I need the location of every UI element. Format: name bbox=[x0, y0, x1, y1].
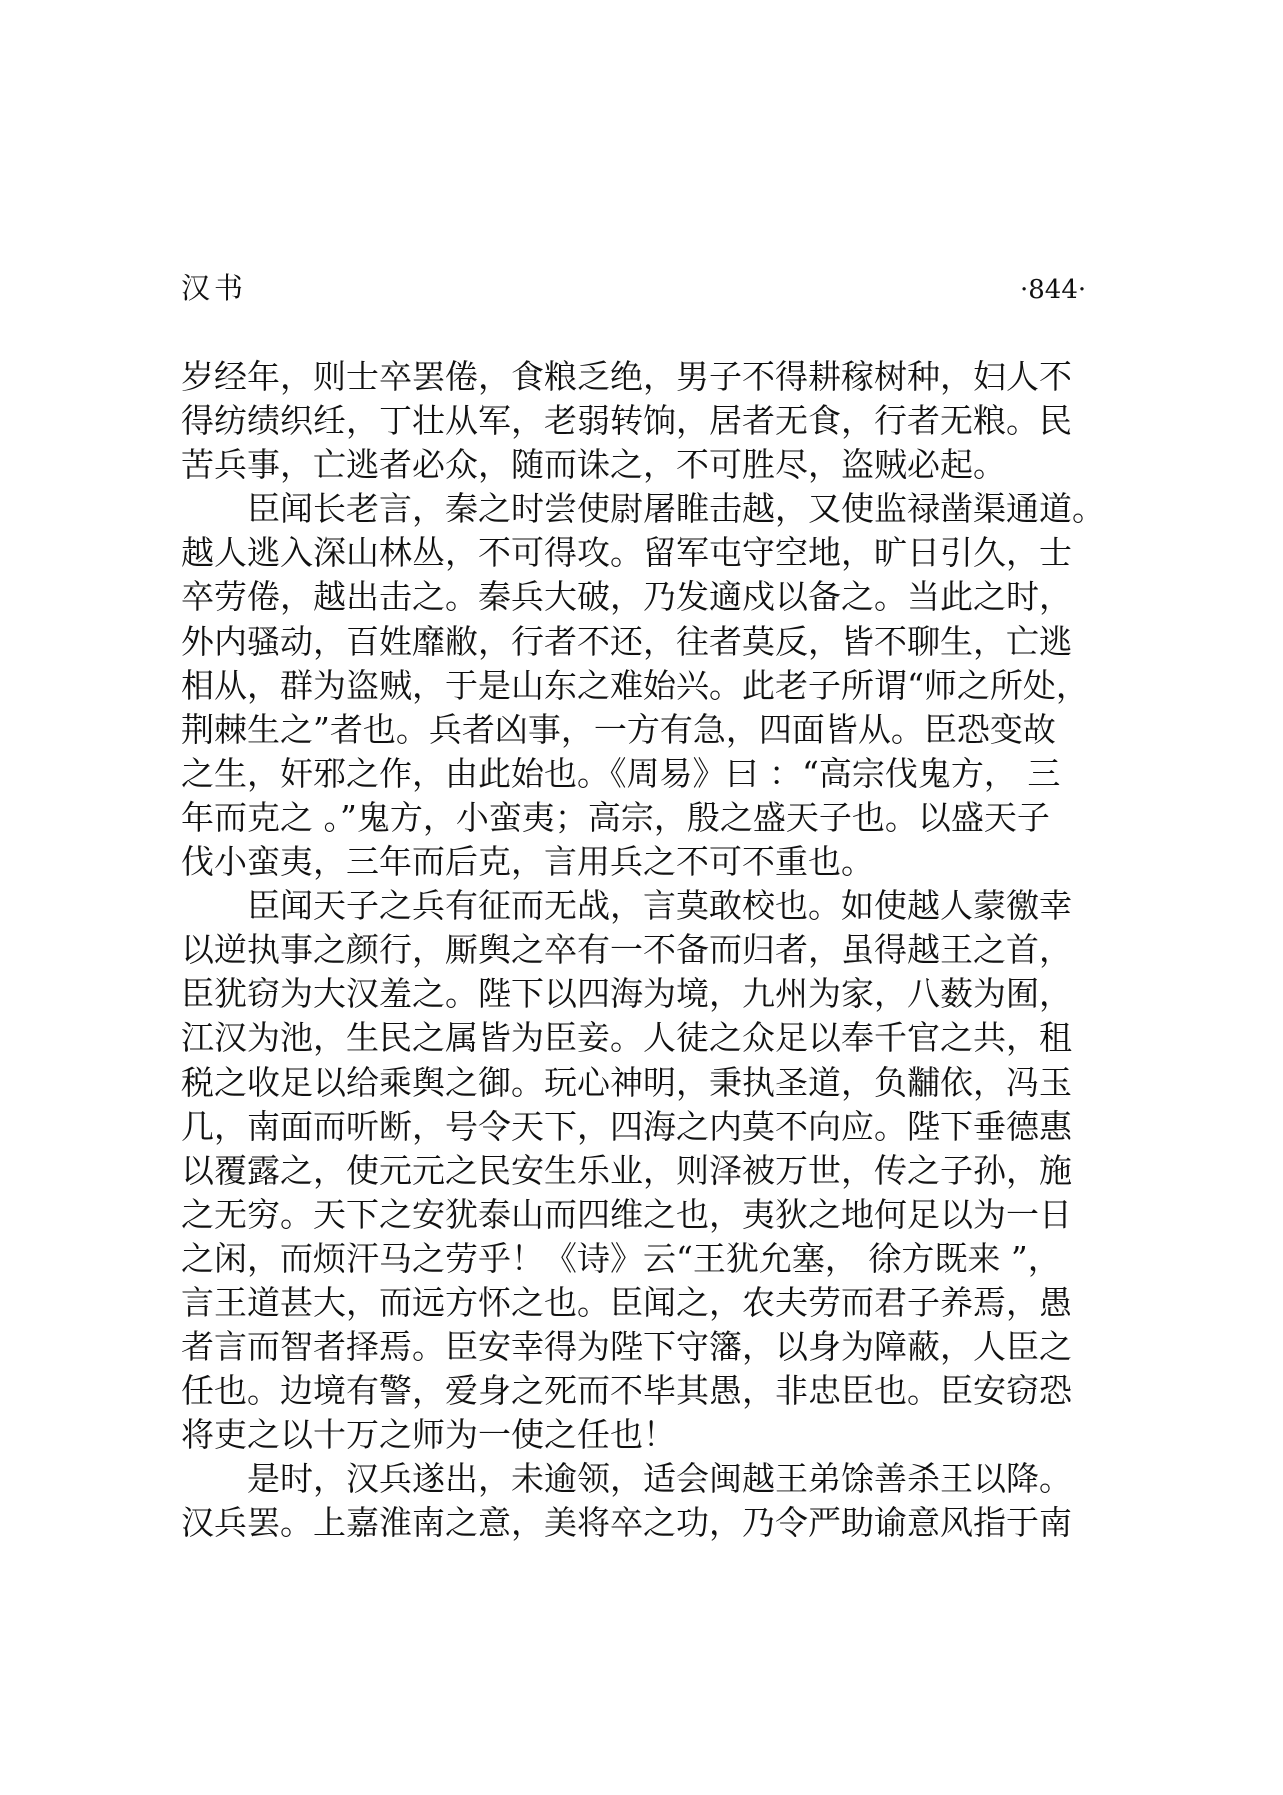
text-line: 江汉为池，生民之属皆为臣妾。人徒之众足以奉千官之共，租 bbox=[181, 1018, 1072, 1058]
paragraph-start-line: 是时，汉兵遂出，未逾领，适会闽越王弟馀善杀王以降。 bbox=[247, 1459, 1072, 1499]
text-line: 以覆露之，使元元之民安生乐业，则泽被万世，传之子孙，施 bbox=[181, 1150, 1072, 1190]
text-line: 岁经年，则士卒罢倦，食粮乏绝，男子不得耕稼树种，妇人不 bbox=[181, 357, 1072, 396]
text-line: 汉兵罢。上嘉淮南之意，美将卒之功，乃令严助谕意风指于南 bbox=[181, 1503, 1072, 1543]
text-line: 越人逃入深山林丛，不可得攻。留军屯守空地，旷日引久，士 bbox=[181, 533, 1072, 573]
text-line: 得纺绩织纴，丁壮从军，老弱转饷，居者无食，行者无粮。民 bbox=[181, 401, 1072, 441]
text-line: 之生，奸邪之作，由此始也。《周易》曰 ：“高宗伐鬼方， 三 bbox=[181, 753, 1061, 793]
paragraph-start-line: 臣闻长老言，秦之时尝使尉屠睢击越，又使监禄凿渠通道。 bbox=[247, 489, 1105, 529]
text-line: 税之收足以给乘舆之御。玩心神明，秉执圣道，负黼依，冯玉 bbox=[181, 1062, 1072, 1102]
paragraph-start-line: 臣闻天子之兵有征而无战，言莫敢校也。如使越人蒙徼幸 bbox=[247, 886, 1072, 926]
text-line: 相从，群为盗贼，于是山东之难始兴。此老子所谓“师之所处， bbox=[181, 665, 1089, 705]
text-line: 之闲，而烦汗马之劳乎！《诗》云“王犹允塞， 徐方既来 ”， bbox=[181, 1238, 1061, 1278]
text-line: 伐小蛮夷，三年而后克，言用兵之不可不重也。 bbox=[181, 842, 874, 882]
text-line: 者言而智者择焉。臣安幸得为陛下守籓，以身为障蔽，人臣之 bbox=[181, 1327, 1072, 1367]
text-line: 任也。边境有警，爱身之死而不毕其愚，非忠臣也。臣安窃恐 bbox=[181, 1371, 1072, 1411]
text-line: 臣犹窃为大汉羞之。陛下以四海为境，九州为家，八薮为囿， bbox=[181, 974, 1072, 1014]
body-text bbox=[181, 355, 1105, 1546]
text-line: 卒劳倦，越出击之。秦兵大破，乃发適戍以备之。当此之时， bbox=[181, 577, 1072, 617]
text-line: 之无穷。天下之安犹泰山而四维之也，夷狄之地何足以为一日 bbox=[181, 1194, 1072, 1234]
text-line: 将吏之以十万之师为一使之任也！ bbox=[181, 1415, 676, 1455]
page-number: ·844· bbox=[1020, 275, 1087, 305]
text-line: 苦兵事，亡逃者必众，随而诛之，不可胜尽，盗贼必起。 bbox=[181, 445, 1006, 485]
text-line: 言王道甚大，而远方怀之也。臣闻之，农夫劳而君子养焉，愚 bbox=[181, 1282, 1072, 1322]
running-title: 汉书 bbox=[181, 271, 248, 305]
text-line: 年而克之 。”鬼方，小蛮夷；高宗，殷之盛天子也。以盛天子 bbox=[181, 797, 1050, 837]
text-line: 外内骚动，百姓靡敝，行者不还，往者莫反，皆不聊生，亡逃 bbox=[181, 621, 1072, 661]
text-line: 几，南面而听断，号令天下，四海之内莫不向应。陛下垂德惠 bbox=[181, 1106, 1072, 1146]
text-line: 荆棘生之”者也。兵者凶事，一方有急，四面皆从。臣恐变故 bbox=[181, 709, 1056, 749]
text-line: 以逆执事之颜行，厮舆之卒有一不备而归者，虽得越王之首， bbox=[181, 930, 1072, 970]
